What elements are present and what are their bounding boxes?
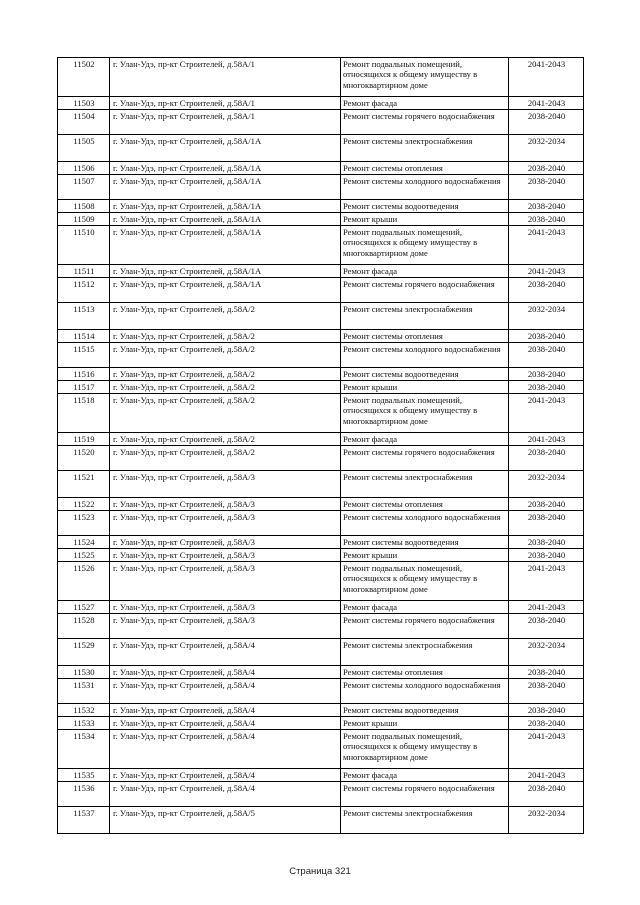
cell-years: 2032-2034 (509, 303, 584, 330)
cell-number: 11505 (58, 135, 110, 162)
cell-years: 2032-2034 (509, 471, 584, 498)
cell-work-type: Ремонт крыши (341, 213, 509, 226)
cell-work-type: Ремонт системы электроснабжения (341, 639, 509, 666)
cell-years: 2038-2040 (509, 614, 584, 639)
cell-address: г. Улан-Удэ, пр-кт Строителей, д.58А/3 (110, 511, 341, 536)
cell-number: 11525 (58, 549, 110, 562)
cell-years: 2038-2040 (509, 536, 584, 549)
cell-number: 11531 (58, 679, 110, 704)
cell-number: 11532 (58, 704, 110, 717)
table-row (58, 614, 584, 639)
cell-work-type: Ремонт фасада (341, 769, 509, 782)
cell-years: 2038-2040 (509, 200, 584, 213)
cell-address: г. Улан-Удэ, пр-кт Строителей, д.58А/2 (110, 381, 341, 394)
cell-number: 11509 (58, 213, 110, 226)
cell-number: 11510 (58, 226, 110, 265)
cell-years: 2038-2040 (509, 679, 584, 704)
table-row (58, 536, 584, 549)
cell-work-type: Ремонт системы холодного водоснабжения (341, 175, 509, 200)
cell-work-type: Ремонт системы отопления (341, 162, 509, 175)
table-row (58, 330, 584, 343)
cell-number: 11522 (58, 498, 110, 511)
cell-work-type: Ремонт системы водоотведения (341, 704, 509, 717)
table-row (58, 446, 584, 471)
cell-address: г. Улан-Удэ, пр-кт Строителей, д.58А/1 (110, 110, 341, 135)
cell-years: 2038-2040 (509, 666, 584, 679)
table-row (58, 97, 584, 110)
cell-work-type: Ремонт подвальных помещений, относящихся к общему имуществу в многоквартирном доме (341, 394, 509, 433)
cell-work-type: Ремонт системы горячего водоснабжения (341, 614, 509, 639)
cell-number: 11518 (58, 394, 110, 433)
cell-address: г. Улан-Удэ, пр-кт Строителей, д.58А/1А (110, 135, 341, 162)
table-row (58, 175, 584, 200)
cell-number: 11523 (58, 511, 110, 536)
cell-years: 2038-2040 (509, 368, 584, 381)
cell-years: 2038-2040 (509, 330, 584, 343)
cell-number: 11507 (58, 175, 110, 200)
cell-work-type: Ремонт фасада (341, 433, 509, 446)
cell-work-type: Ремонт крыши (341, 381, 509, 394)
cell-years: 2041-2043 (509, 730, 584, 769)
repair-schedule-body (58, 58, 584, 834)
cell-work-type: Ремонт системы холодного водоснабжения (341, 511, 509, 536)
cell-years: 2041-2043 (509, 265, 584, 278)
cell-years: 2038-2040 (509, 511, 584, 536)
cell-address: г. Улан-Удэ, пр-кт Строителей, д.58А/1А (110, 226, 341, 265)
cell-number: 11508 (58, 200, 110, 213)
table-row (58, 471, 584, 498)
cell-number: 11537 (58, 807, 110, 834)
cell-number: 11517 (58, 381, 110, 394)
cell-address: г. Улан-Удэ, пр-кт Строителей, д.58А/2 (110, 343, 341, 368)
cell-address: г. Улан-Удэ, пр-кт Строителей, д.58А/1А (110, 175, 341, 200)
table-row (58, 562, 584, 601)
cell-address: г. Улан-Удэ, пр-кт Строителей, д.58А/1А (110, 200, 341, 213)
table-row (58, 717, 584, 730)
cell-work-type: Ремонт системы горячего водоснабжения (341, 278, 509, 303)
cell-address: г. Улан-Удэ, пр-кт Строителей, д.58А/2 (110, 368, 341, 381)
cell-work-type: Ремонт системы электроснабжения (341, 303, 509, 330)
cell-number: 11524 (58, 536, 110, 549)
cell-years: 2038-2040 (509, 213, 584, 226)
cell-address: г. Улан-Удэ, пр-кт Строителей, д.58А/2 (110, 330, 341, 343)
cell-number: 11511 (58, 265, 110, 278)
cell-address: г. Улан-Удэ, пр-кт Строителей, д.58А/1А (110, 162, 341, 175)
cell-address: г. Улан-Удэ, пр-кт Строителей, д.58А/5 (110, 807, 341, 834)
cell-work-type: Ремонт подвальных помещений, относящихся к общему имуществу в многоквартирном доме (341, 730, 509, 769)
table-row (58, 511, 584, 536)
cell-address: г. Улан-Удэ, пр-кт Строителей, д.58А/1А (110, 278, 341, 303)
table-row (58, 135, 584, 162)
cell-years: 2038-2040 (509, 446, 584, 471)
cell-number: 11514 (58, 330, 110, 343)
cell-years: 2038-2040 (509, 110, 584, 135)
cell-work-type: Ремонт системы горячего водоснабжения (341, 110, 509, 135)
cell-years: 2032-2034 (509, 135, 584, 162)
cell-address: г. Улан-Удэ, пр-кт Строителей, д.58А/1 (110, 58, 341, 97)
cell-address: г. Улан-Удэ, пр-кт Строителей, д.58А/3 (110, 498, 341, 511)
cell-number: 11530 (58, 666, 110, 679)
cell-address: г. Улан-Удэ, пр-кт Строителей, д.58А/4 (110, 704, 341, 717)
cell-number: 11504 (58, 110, 110, 135)
table-row (58, 226, 584, 265)
cell-years: 2038-2040 (509, 498, 584, 511)
cell-address: г. Улан-Удэ, пр-кт Строителей, д.58А/2 (110, 446, 341, 471)
cell-years: 2038-2040 (509, 343, 584, 368)
table-row (58, 601, 584, 614)
cell-years: 2041-2043 (509, 562, 584, 601)
cell-work-type: Ремонт фасада (341, 265, 509, 278)
cell-number: 11528 (58, 614, 110, 639)
cell-work-type: Ремонт системы отопления (341, 666, 509, 679)
cell-work-type: Ремонт системы горячего водоснабжения (341, 782, 509, 807)
table-row (58, 639, 584, 666)
table-row (58, 368, 584, 381)
cell-work-type: Ремонт системы водоотведения (341, 200, 509, 213)
cell-years: 2041-2043 (509, 394, 584, 433)
cell-address: г. Улан-Удэ, пр-кт Строителей, д.58А/2 (110, 394, 341, 433)
cell-number: 11527 (58, 601, 110, 614)
cell-number: 11535 (58, 769, 110, 782)
cell-work-type: Ремонт системы электроснабжения (341, 471, 509, 498)
cell-number: 11521 (58, 471, 110, 498)
cell-work-type: Ремонт фасада (341, 601, 509, 614)
cell-number: 11515 (58, 343, 110, 368)
table-row (58, 200, 584, 213)
table-row (58, 303, 584, 330)
cell-address: г. Улан-Удэ, пр-кт Строителей, д.58А/2 (110, 433, 341, 446)
table-row (58, 807, 584, 834)
cell-years: 2041-2043 (509, 433, 584, 446)
table-row (58, 58, 584, 97)
cell-address: г. Улан-Удэ, пр-кт Строителей, д.58А/4 (110, 639, 341, 666)
table-row (58, 343, 584, 368)
cell-address: г. Улан-Удэ, пр-кт Строителей, д.58А/3 (110, 562, 341, 601)
cell-work-type: Ремонт системы электроснабжения (341, 807, 509, 834)
cell-work-type: Ремонт крыши (341, 549, 509, 562)
cell-number: 11519 (58, 433, 110, 446)
cell-address: г. Улан-Удэ, пр-кт Строителей, д.58А/4 (110, 666, 341, 679)
cell-number: 11513 (58, 303, 110, 330)
cell-years: 2038-2040 (509, 175, 584, 200)
cell-address: г. Улан-Удэ, пр-кт Строителей, д.58А/1 (110, 97, 341, 110)
cell-address: г. Улан-Удэ, пр-кт Строителей, д.58А/1А (110, 265, 341, 278)
cell-address: г. Улан-Удэ, пр-кт Строителей, д.58А/4 (110, 730, 341, 769)
cell-address: г. Улан-Удэ, пр-кт Строителей, д.58А/4 (110, 679, 341, 704)
cell-number: 11502 (58, 58, 110, 97)
cell-years: 2038-2040 (509, 549, 584, 562)
cell-work-type: Ремонт подвальных помещений, относящихся к общему имуществу в многоквартирном доме (341, 562, 509, 601)
repair-schedule-table (57, 57, 584, 834)
cell-years: 2038-2040 (509, 381, 584, 394)
table-row (58, 679, 584, 704)
cell-address: г. Улан-Удэ, пр-кт Строителей, д.58А/1А (110, 213, 341, 226)
cell-work-type: Ремонт крыши (341, 717, 509, 730)
cell-number: 11512 (58, 278, 110, 303)
cell-years: 2032-2034 (509, 639, 584, 666)
cell-number: 11534 (58, 730, 110, 769)
table-row (58, 162, 584, 175)
table-row (58, 769, 584, 782)
cell-years: 2041-2043 (509, 58, 584, 97)
cell-address: г. Улан-Удэ, пр-кт Строителей, д.58А/3 (110, 471, 341, 498)
page-number: Страница 321 (289, 866, 351, 877)
cell-address: г. Улан-Удэ, пр-кт Строителей, д.58А/3 (110, 549, 341, 562)
cell-address: г. Улан-Удэ, пр-кт Строителей, д.58А/4 (110, 769, 341, 782)
table-row (58, 704, 584, 717)
cell-years: 2038-2040 (509, 704, 584, 717)
cell-work-type: Ремонт системы водоотведения (341, 536, 509, 549)
cell-address: г. Улан-Удэ, пр-кт Строителей, д.58А/2 (110, 303, 341, 330)
table-row (58, 549, 584, 562)
cell-work-type: Ремонт системы водоотведения (341, 368, 509, 381)
cell-work-type: Ремонт системы отопления (341, 498, 509, 511)
cell-number: 11533 (58, 717, 110, 730)
cell-years: 2041-2043 (509, 601, 584, 614)
cell-number: 11520 (58, 446, 110, 471)
table-row (58, 730, 584, 769)
table-row (58, 433, 584, 446)
table-row (58, 110, 584, 135)
cell-years: 2038-2040 (509, 162, 584, 175)
table-row (58, 265, 584, 278)
cell-work-type: Ремонт системы холодного водоснабжения (341, 679, 509, 704)
cell-years: 2038-2040 (509, 782, 584, 807)
cell-address: г. Улан-Удэ, пр-кт Строителей, д.58А/4 (110, 782, 341, 807)
cell-number: 11536 (58, 782, 110, 807)
cell-work-type: Ремонт фасада (341, 97, 509, 110)
table-row (58, 278, 584, 303)
cell-address: г. Улан-Удэ, пр-кт Строителей, д.58А/3 (110, 614, 341, 639)
cell-number: 11516 (58, 368, 110, 381)
cell-years: 2041-2043 (509, 769, 584, 782)
table-row (58, 213, 584, 226)
cell-work-type: Ремонт системы горячего водоснабжения (341, 446, 509, 471)
cell-years: 2041-2043 (509, 97, 584, 110)
cell-address: г. Улан-Удэ, пр-кт Строителей, д.58А/3 (110, 536, 341, 549)
table-row (58, 381, 584, 394)
cell-work-type: Ремонт системы электроснабжения (341, 135, 509, 162)
table-row (58, 498, 584, 511)
cell-number: 11529 (58, 639, 110, 666)
table-row (58, 666, 584, 679)
cell-years: 2038-2040 (509, 717, 584, 730)
cell-address: г. Улан-Удэ, пр-кт Строителей, д.58А/4 (110, 717, 341, 730)
cell-number: 11503 (58, 97, 110, 110)
cell-work-type: Ремонт подвальных помещений, относящихся к общему имуществу в многоквартирном доме (341, 58, 509, 97)
cell-years: 2038-2040 (509, 278, 584, 303)
cell-number: 11506 (58, 162, 110, 175)
table-row (58, 394, 584, 433)
cell-number: 11526 (58, 562, 110, 601)
cell-work-type: Ремонт системы отопления (341, 330, 509, 343)
table-row (58, 782, 584, 807)
cell-years: 2032-2034 (509, 807, 584, 834)
cell-work-type: Ремонт подвальных помещений, относящихся к общему имуществу в многоквартирном доме (341, 226, 509, 265)
cell-work-type: Ремонт системы холодного водоснабжения (341, 343, 509, 368)
cell-address: г. Улан-Удэ, пр-кт Строителей, д.58А/3 (110, 601, 341, 614)
cell-years: 2041-2043 (509, 226, 584, 265)
